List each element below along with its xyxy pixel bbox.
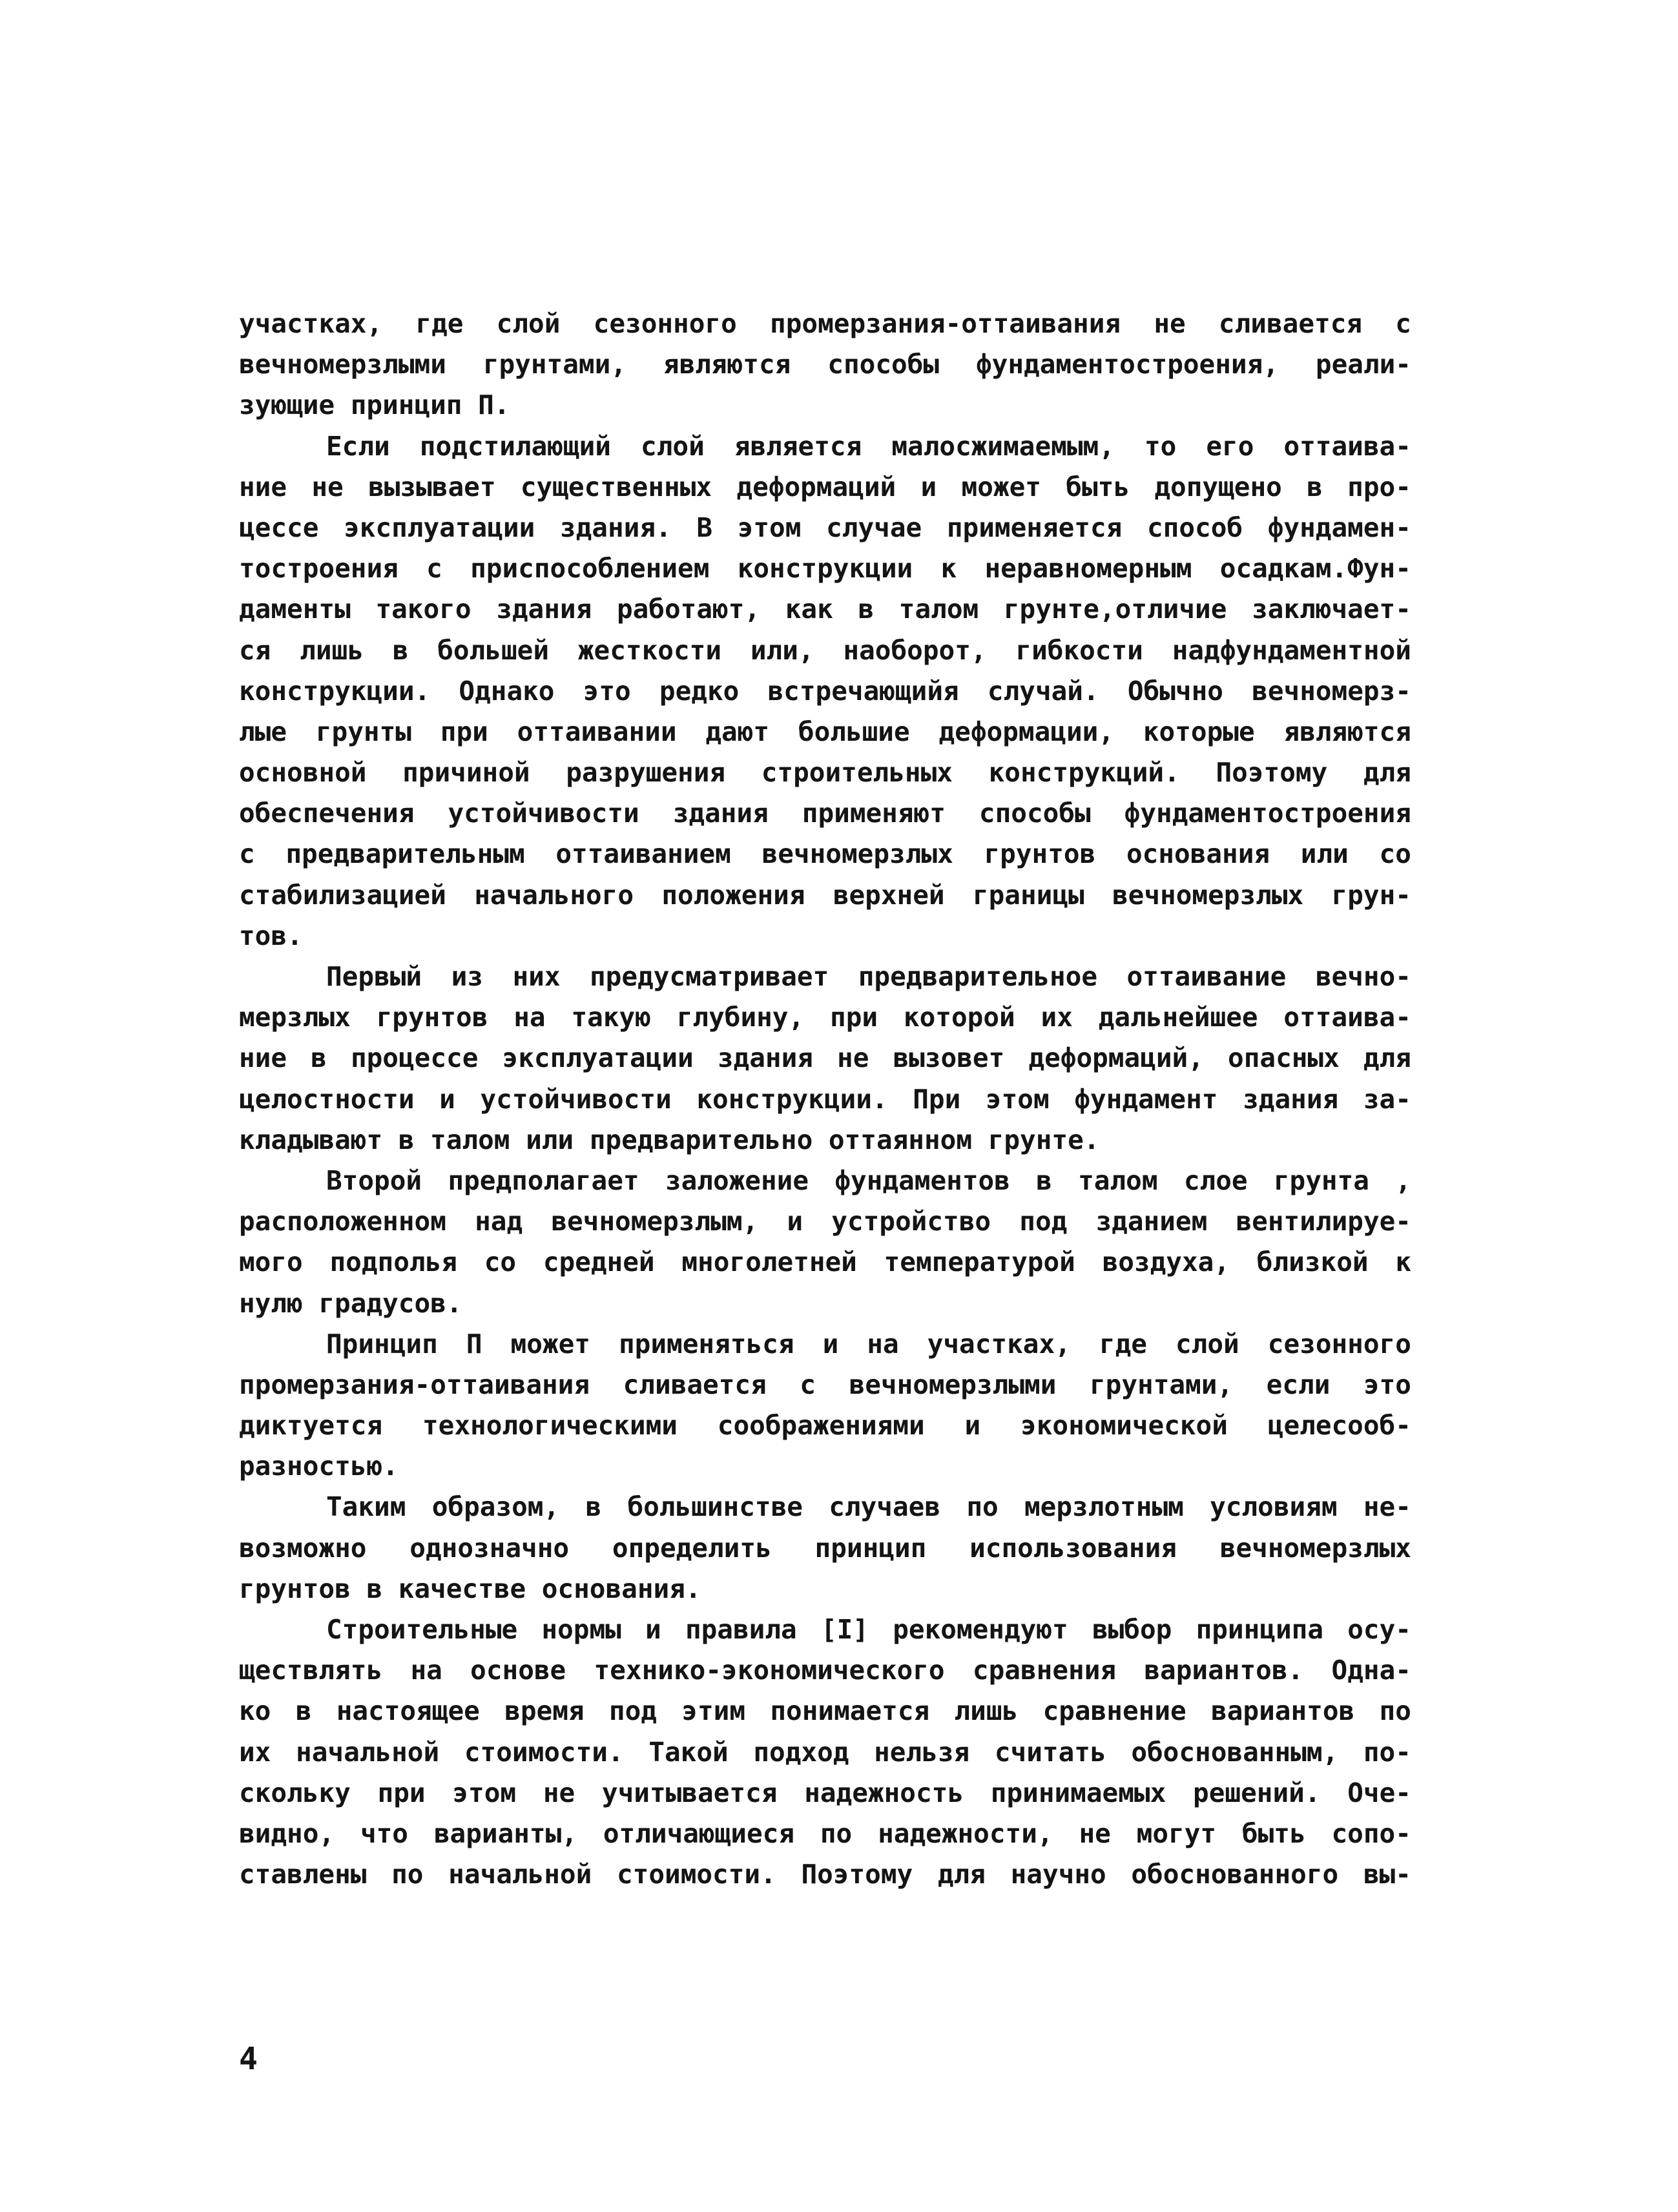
text-line: Второй предполагает заложение фундаментов в талом слое грунта ,: [326, 1164, 1411, 1196]
text-line: кладывают в талом или предварительно оттаянном грунте.: [239, 1124, 1100, 1155]
text-line: видно, что варианты, отличающиеся по надежности, не могут быть сопо-: [239, 1817, 1411, 1849]
text-line: обеспечения устойчивости здания применяют способы фундаментостроения: [239, 798, 1411, 829]
text-line: основной причиной разрушения строительных конструкций. Поэтому для: [239, 757, 1411, 789]
text-line: мерзлых грунтов на такую глубину, при которой их дальнейшее оттаива-: [239, 1002, 1411, 1033]
text-line: мого подполья со средней многолетней температурой воздуха, близкой к: [239, 1246, 1411, 1278]
text-line: Принцип П может применяться и на участках, где слой сезонного: [326, 1328, 1411, 1359]
text-line: участках, где слой сезонного промерзания-оттаивания не сливается с: [239, 308, 1411, 339]
text-line: промерзания-оттаивания сливается с вечномерзлыми грунтами, если это: [239, 1369, 1411, 1400]
text-line: с предварительным оттаиванием вечномерзлых грунтов основания или со: [239, 838, 1411, 870]
text-line: ние не вызывает существенных деформаций и может быть допущено в про-: [239, 471, 1411, 502]
text-line: Если подстилающий слой является малосжимаемым, то его оттаива-: [326, 430, 1411, 462]
text-line: Первый из них предусматривает предварительное оттаивание вечно-: [326, 961, 1411, 992]
text-line: ществлять на основе технико-экономического сравнения вариантов. Одна-: [239, 1655, 1411, 1686]
text-line: зующие принцип П.: [239, 389, 510, 421]
body-text: [239, 304, 1411, 1895]
text-line: вечномерзлыми грунтами, являются способы фундаментостроения, реали-: [239, 349, 1411, 380]
text-line: стабилизацией начального положения верхней границы вечномерзлых грун-: [239, 879, 1411, 911]
text-line: Строительные нормы и правила [I] рекомендуют выбор принципа осу-: [326, 1614, 1411, 1645]
text-line: скольку при этом не учитывается надежность принимаемых решений. Оче-: [239, 1777, 1411, 1808]
text-line: их начальной стоимости. Такой подход нельзя считать обоснованным, по-: [239, 1736, 1411, 1768]
text-line: целостности и устойчивости конструкции. При этом фундамент здания за-: [239, 1083, 1411, 1115]
text-line: нулю градусов.: [239, 1287, 462, 1319]
text-line: ние в процессе эксплуатации здания не вызовет деформаций, опасных для: [239, 1042, 1411, 1074]
text-line: диктуется технологическими соображениями и экономической целесооб-: [239, 1410, 1411, 1442]
text-line: тов.: [239, 920, 303, 951]
text-line: грунтов в качестве основания.: [239, 1573, 701, 1604]
page-number: 4: [239, 2041, 258, 2077]
text-line: ставлены по начальной стоимости. Поэтому для научно обоснованного вы-: [239, 1859, 1411, 1890]
text-line: расположенном над вечномерзлым, и устройство под зданием вентилируе-: [239, 1206, 1411, 1237]
text-line: даменты такого здания работают, как в талом грунте,отличие заключает-: [239, 594, 1411, 625]
text-line: возможно однозначно определить принцип использования вечномерзлых: [239, 1532, 1411, 1564]
text-line: конструкции. Однако это редко встречающийя случай. Обычно вечномерз-: [239, 675, 1411, 707]
text-line: лые грунты при оттаивании дают большие деформации, которые являются: [239, 716, 1411, 747]
text-line: ко в настоящее время под этим понимается лишь сравнение вариантов по: [239, 1695, 1411, 1727]
text-line: цессе эксплуатации здания. В этом случае применяется способ фундамен-: [239, 512, 1411, 543]
text-line: тостроения с приспособлением конструкции к неравномерным осадкам.Фун-: [239, 553, 1411, 584]
text-line: Таким образом, в большинстве случаев по мерзлотным условиям не-: [326, 1491, 1411, 1523]
text-line: ся лишь в большей жесткости или, наоборот, гибкости надфундаментной: [239, 634, 1411, 666]
text-line: разностью.: [239, 1451, 399, 1482]
